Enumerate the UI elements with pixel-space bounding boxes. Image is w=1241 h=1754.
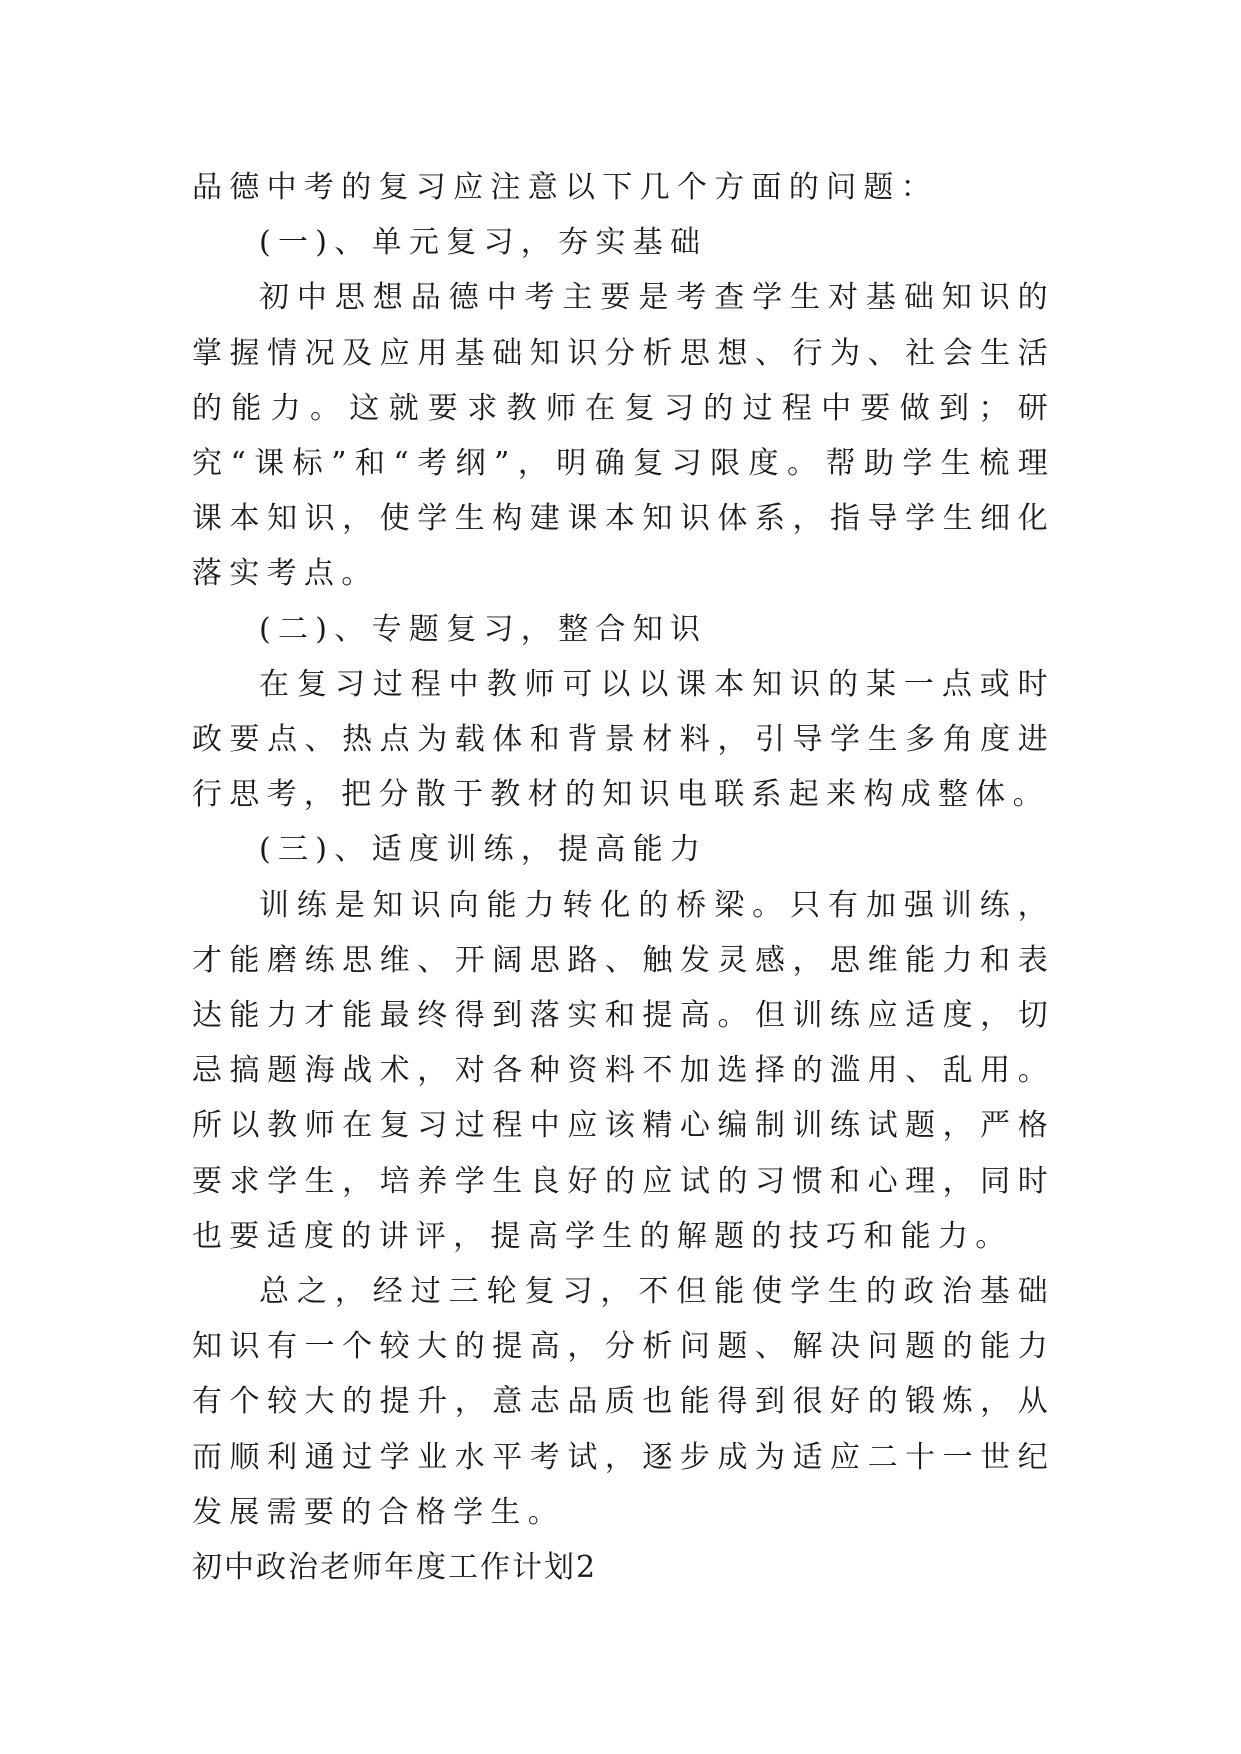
intro-line: 品德中考的复习应注意以下几个方面的问题： xyxy=(192,170,938,205)
section-heading-3: (三)、适度训练，提高能力 xyxy=(259,832,708,868)
summary-paragraph: 总之，经过三轮复习，不但能使学生的政治基础知识有一个较大的提高，分析问题、解决问题的能力有个较大的提升，意志品质也能得到很好的锻炼，从而顺利通过学业水平考试，逐步成为适应二十一世纪发展需要的合格学生。 xyxy=(192,1274,1055,1530)
document-body xyxy=(192,160,1055,1595)
section-paragraph-2: 在复习过程中教师可以以课本知识的某一点或时政要点、热点为载体和背景材料，引导学生多角度进行思考，把分散于教材的知识电联系起来构成整体。 xyxy=(192,666,1055,813)
next-title: 初中政治老师年度工作计划2 xyxy=(192,1550,598,1586)
section-paragraph-3: 训练是知识向能力转化的桥梁。只有加强训练，才能磨练思维、开阔思路、触发灵感，思维能力和表达能力才能最终得到落实和提高。但训练应适度，切忌搞题海战术，对各种资料不加选择的滥用、乱用。所以教师在复习过程中应该精心编制训练试题，严格要求学生，培养学生良好的应试的习惯和心理，同时也要适度的讲评，提高学生的解题的技巧和能力。 xyxy=(192,887,1055,1254)
section-heading-1: (一)、单元复习，夯实基础 xyxy=(259,225,708,261)
section-paragraph-1: 初中思想品德中考主要是考查学生对基础知识的掌握情况及应用基础知识分析思想、行为、社会生活的能力。这就要求教师在复习的过程中要做到；研究“课标”和“考纲”，明确复习限度。帮助学生梳理课本知识，使学生构建课本知识体系，指导学生细化落实考点。 xyxy=(192,280,1055,592)
section-heading-2: (二)、专题复习，整合知识 xyxy=(259,611,708,647)
